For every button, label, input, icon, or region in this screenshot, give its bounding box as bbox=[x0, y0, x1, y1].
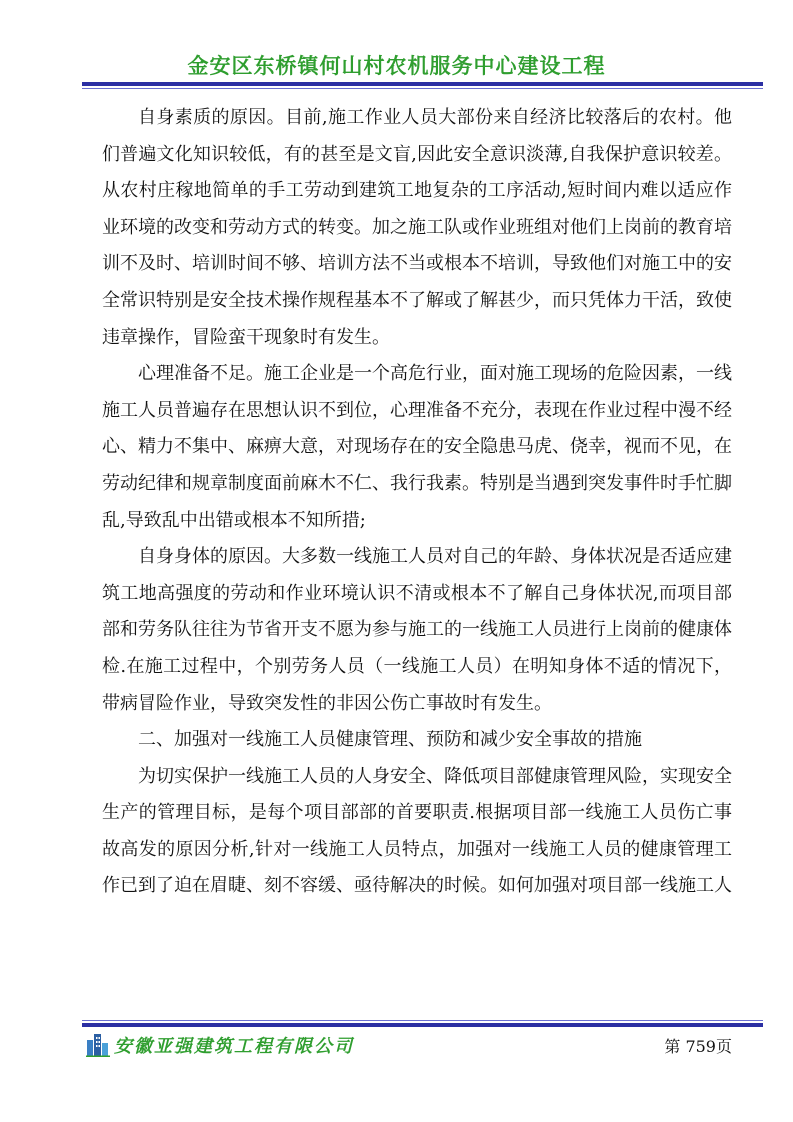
document-footer bbox=[86, 1031, 746, 1059]
paragraph-measures-intro: 为切实保护一线施工人员的人身安全、降低项目部健康管理风险，实现安全生产的管理目标，是每个项目部部的首要职责.根据项目部一线施工人员伤亡事故高发的原因分析,针对一线施工人员特点，加强对一线施工人员的健康管理工作已到了迫在眉睫、刻不容缓、亟待解决的时候。如何加强对项目部一线施工人 bbox=[102, 765, 732, 897]
header-rule-thick bbox=[82, 82, 763, 86]
paragraph-psychological-preparation: 心理准备不足。施工企业是一个高危行业，面对施工现场的危险因素，一线施工人员普遍存在思想认识不到位，心理准备不充分，表现在作业过程中漫不经心、精力不集中、麻痹大意，对现场存在的安全隐患马虎、侥幸，视而不见，在劳动纪律和规章制度面前麻木不仁、我行我素。特别是当遇到突发事件时手忙脚乱,导致乱中出错或根本不知所措; bbox=[102, 363, 732, 531]
paragraph-self-quality: 自身素质的原因。目前,施工作业人员大部份来自经济比较落后的农村。他们普遍文化知识较低，有的甚至是文盲,因此安全意识淡薄,自我保护意识较差。从农村庄稼地简单的手工劳动到建筑工地复杂的工序活动,短时间内难以适应作业环境的改变和劳动方式的转变。加之施工队或作业班组对他们上岗前的教育培训不及时、培训时间不够、培训方法不当或根本不培训，导致他们对施工中的安全常识特别是安全技术操作规程基本不了解或了解甚少，而只凭体力干活，致使违章操作，冒险蛮干现象时有发生。 bbox=[102, 107, 732, 348]
paragraph-physical-condition: 自身身体的原因。大多数一线施工人员对自己的年龄、身体状况是否适应建筑工地高强度的劳动和作业环境认识不清或根本不了解自己身体状况,而项目部部和劳务队往往为节省开支不愿为参与施工的一线施工人员进行上岗前的健康体检.在施工过程中，个别劳务人员（一线施工人员）在明知身体不适的情况下，带病冒险作业，导致突发性的非因公伤亡事故时有发生。 bbox=[102, 546, 732, 714]
company-name: 安徽亚强建筑工程有限公司 bbox=[114, 1036, 354, 1057]
footer-rule-thin bbox=[82, 1020, 763, 1021]
document-header-title: 金安区东桥镇何山村农机服务中心建设工程 bbox=[187, 54, 606, 78]
header-rule-thin bbox=[82, 88, 763, 89]
section-heading-measures: 二、加强对一线施工人员健康管理、预防和减少安全事故的措施 bbox=[138, 729, 642, 751]
page-number: 第 759页 bbox=[664, 1037, 732, 1056]
footer-rule-thick bbox=[82, 1023, 763, 1027]
document-body bbox=[102, 100, 732, 905]
building-logo-icon bbox=[86, 1031, 112, 1057]
